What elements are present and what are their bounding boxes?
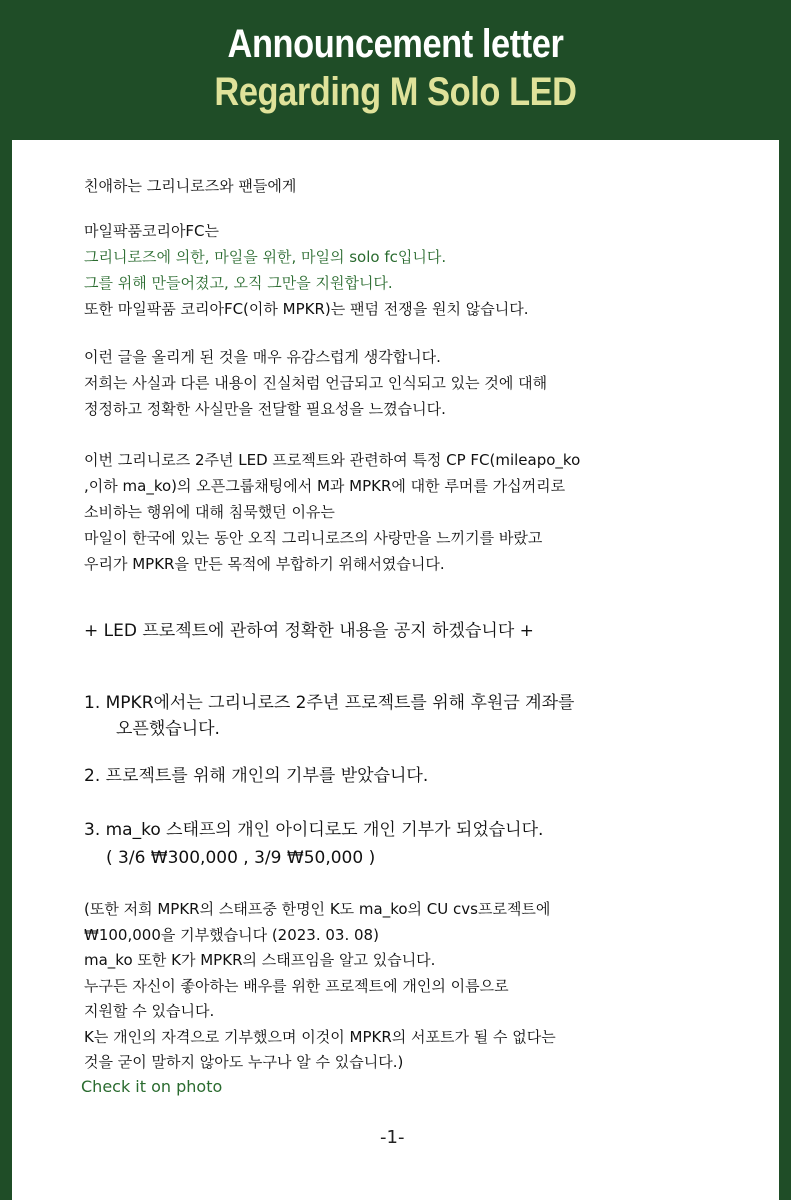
intro-line-highlight: 그를 위해 만들어졌고, 오직 그만을 지원합니다. — [84, 274, 393, 292]
title-line-2: Regarding M Solo LED — [214, 70, 577, 114]
note-line: ma_ko 또한 K가 MPKR의 스태프임을 알고 있습니다. — [84, 951, 436, 969]
paragraph-line: 저희는 사실과 다른 내용이 진실처럼 언급되고 인식되고 있는 것에 대해 — [84, 374, 548, 392]
intro-line: 또한 마일팍품 코리아FC(이하 MPKR)는 팬덤 전쟁을 원치 않습니다. — [84, 300, 529, 318]
list-item-text: 오픈했습니다. — [116, 719, 220, 739]
note-line: (또한 저희 MPKR의 스태프중 한명인 K도 ma_ko의 CU cvs프로젝트에 — [84, 900, 551, 918]
note-line: K는 개인의 자격으로 기부했으며 이것이 MPKR의 서포트가 될 수 없다는 — [84, 1027, 556, 1046]
paragraph-line: ,이하 ma_ko)의 오픈그룹채팅에서 M과 MPKR에 대한 루머를 가십꺼리로 — [84, 477, 566, 495]
header-banner — [0, 0, 791, 140]
paragraph-line: 이번 그리니로즈 2주년 LED 프로젝트와 관련하여 특정 CP FC(mileapo_ko — [84, 451, 581, 469]
greeting: 친애하는 그리니로즈와 팬들에게 — [84, 177, 297, 195]
paragraph-line: 정정하고 정확한 사실만을 전달할 필요성을 느꼈습니다. — [84, 400, 446, 418]
note-paragraph — [84, 897, 556, 1076]
note-line: 누구든 자신이 좋아하는 배우를 위한 프로젝트에 개인의 이름으로 — [84, 976, 509, 995]
reason-paragraph — [84, 447, 580, 577]
led-notice-heading: + LED 프로젝트에 관하여 정확한 내용을 공지 하겠습니다 + — [84, 621, 534, 641]
intro-line-highlight: 그리니로즈에 의한, 마일을 위한, 마일의 solo fc입니다. — [84, 248, 447, 266]
check-photo-text: Check it on photo — [81, 1077, 223, 1096]
list-item-text: 3. ma_ko 스태프의 개인 아이디로도 개인 기부가 되었습니다. — [84, 820, 544, 840]
donation-amounts: ( 3/6 ₩300,000 , 3/9 ₩50,000 ) — [106, 848, 376, 868]
intro-line: 마일팍품코리아FC는 — [84, 222, 220, 240]
note-line: 것을 굳이 말하지 않아도 누구나 알 수 있습니다.) — [84, 1053, 404, 1071]
list-item-3 — [84, 816, 543, 872]
note-line: 지원할 수 있습니다. — [84, 1002, 215, 1020]
page-number: -1- — [380, 1127, 405, 1148]
paragraph-line: 마일이 한국에 있는 동안 오직 그리니로즈의 사랑만을 느끼기를 바랐고 — [84, 529, 543, 547]
paragraph-line: 이런 글을 올리게 된 것을 매우 유감스럽게 생각합니다. — [84, 348, 441, 366]
intro-paragraph — [84, 218, 528, 322]
list-item-2: 2. 프로젝트를 위해 개인의 기부를 받았습니다. — [84, 766, 429, 786]
note-line: ₩100,000을 기부했습니다 (2023. 03. 08) — [84, 925, 379, 944]
list-item-1 — [84, 690, 574, 742]
paragraph-line: 소비하는 행위에 대해 침묵했던 이유는 — [84, 503, 335, 521]
title-line-1: Announcement letter — [227, 22, 564, 66]
letter-paper — [12, 140, 779, 1200]
paragraph-line: 우리가 MPKR을 만든 목적에 부합하기 위해서였습니다. — [84, 555, 445, 573]
list-item-text: 1. MPKR에서는 그리니로즈 2주년 프로젝트를 위해 후원금 계좌를 — [84, 693, 575, 713]
regret-paragraph — [84, 344, 547, 422]
